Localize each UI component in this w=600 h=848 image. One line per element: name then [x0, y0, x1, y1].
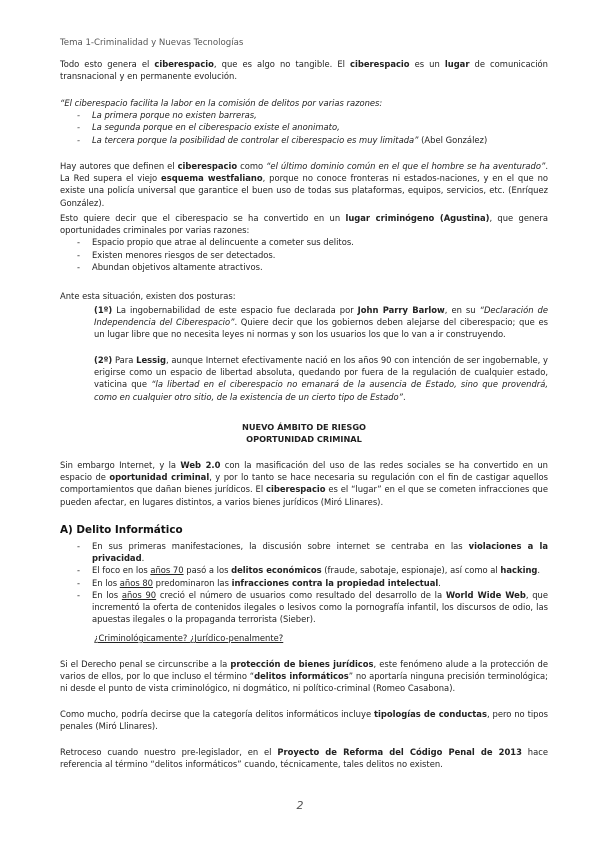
- running-header: Tema 1-Criminalidad y Nuevas Tecnologías: [60, 38, 244, 48]
- paragraph-lugar-criminogeno: Esto quiere decir que el ciberespacio se ha convertido en un lugar criminógeno (Agustina), que genera oportunidades criminales por varias razones: - Espacio propio que atrae al delincuente a cometer sus delitos. - Existen menores riesgos de ser detectados. - Abundan objetivos altamente atractivos.: [60, 212, 548, 273]
- section-title-delito-informatico: A) Delito Informático: [60, 524, 183, 536]
- list-item: - En los años 80 predominaron las infracciones contra la propiedad intelectual.: [60, 577, 548, 589]
- list-item: - En los años 90 creció el número de usuarios como resultado del desarrollo de la World Wide Web, que incrementó la oferta de contenidos ilegales o lesivos como la pornografía infantil, los discursos de odio, las apuestas ilegales o la propaganda terrorista (Sieber).: [60, 589, 548, 626]
- paragraph-definicion: Hay autores que definen el ciberespacio como “el último dominio común en el que el hombre se ha aventurado”. La Red supera el viejo esquema westfaliano, porque no conoce fronteras ni estados-naciones, y en el que no existe una policía universal que garantice el buen uso de todas sus plataformas, equipos, servicios, etc. (Enríquez González).: [60, 161, 549, 208]
- paragraph-retroceso: Retroceso cuando nuestro pre-legislador, en el Proyecto de Reforma del Código Penal de 2013 hace referencia al término “delitos informáticos” cuando, técnicamente, tales delitos no existen.: [60, 747, 548, 770]
- quote-list: [60, 109, 548, 146]
- quote-block: “El ciberespacio facilita la labor en la comisión de delitos por varias razones: - La primera porque no existen barreras, - La segunda porque en el ciberespacio existe el anonimato, - La tercera porque la posibilidad de controlar el ciberespacio es muy limitada” (Abel González): [60, 97, 548, 146]
- list-item: - La tercera porque la posibilidad de controlar el ciberespacio es muy limitada” (Abel González): [60, 134, 548, 146]
- centered-heading: NUEVO ÁMBITO DE RIESGO OPORTUNIDAD CRIMINAL: [241, 422, 367, 445]
- paragraph-tipologias: Como mucho, podría decirse que la categoría delitos informáticos incluye tipologías de conductas, pero no tipos penales (Miró Llinares).: [60, 709, 548, 732]
- paragraph-postura-1: (1º) La ingobernabilidad de este espacio fue declarada por John Parry Barlow, en su “Declaración de Independencia del Ciberespacio”. Quiere decir que los gobiernos deben alejarse del ciberespacio; que es un lugar libre que no necesita leyes ni normas y son los usuarios los que lo van a ir construyendo.: [94, 305, 549, 340]
- reasons-list: [60, 236, 548, 273]
- list-item: - La primera porque no existen barreras,: [60, 109, 548, 121]
- question-line: ¿Criminológicamente? ¿Jurídico-penalmente?: [94, 633, 284, 643]
- paragraph-postura-2: (2º) Para Lessig, aunque Internet efectivamente nació en los años 90 con intención de ser ingobernable, y erigirse como un espacio de libertad absoluta, quedando por fuera de la regulación de cualquier estado, vaticina que “la libertad en el ciberespacio no emanará de la ausencia de Estado, sino que provendrá, como en cualquier otro sitio, de la existencia de un cierto tipo de Estado”.: [94, 355, 548, 402]
- list-item: - Espacio propio que atrae al delincuente a cometer sus delitos.: [60, 236, 548, 248]
- paragraph-web-2-0: Sin embargo Internet, y la Web 2.0 con la masificación del uso de las redes sociales se ha convertido en un espacio de oportunidad criminal, y por lo tanto se hace necesaria su regulación con el fin de castigar aquellos comportamientos que dañan bienes jurídicos. El ciberespacio es el “lugar” en el que se cometen infracciones que pueden afectar, en lugares distintos, a varios bienes jurídicos (Miró Llinares).: [60, 460, 549, 507]
- list-item: - En sus primeras manifestaciones, la discusión sobre internet se centraba en las violaciones a la privacidad.: [60, 540, 548, 564]
- list-item: - La segunda porque en el ciberespacio existe el anonimato,: [60, 121, 548, 133]
- paragraph-ciberespacio-intro: Todo esto genera el ciberespacio, que es algo no tangible. El ciberespacio es un lugar de comunicación transnacional y en permanente evolución.: [60, 59, 548, 82]
- list-item: - Abundan objetivos altamente atractivos.: [60, 261, 548, 273]
- list-item: - El foco en los años 70 pasó a los delitos económicos (fraude, sabotaje, espionaje), así como al hacking.: [60, 564, 548, 576]
- page-number: 2: [296, 799, 304, 812]
- history-list: [60, 540, 548, 625]
- paragraph-bienes-juridicos: Si el Derecho penal se circunscribe a la protección de bienes jurídicos, este fenómeno alude a la protección de varios de ellos, por lo que incluso el término “delitos informáticos” no aportaría ninguna precisión terminológica; ni desde el punto de vista criminológico, ni dogmático, ni político-criminal (Romeo Casabona).: [60, 659, 548, 694]
- paragraph-posturas: Ante esta situación, existen dos posturas:: [60, 291, 236, 301]
- list-item: - Existen menores riesgos de ser detectados.: [60, 249, 548, 261]
